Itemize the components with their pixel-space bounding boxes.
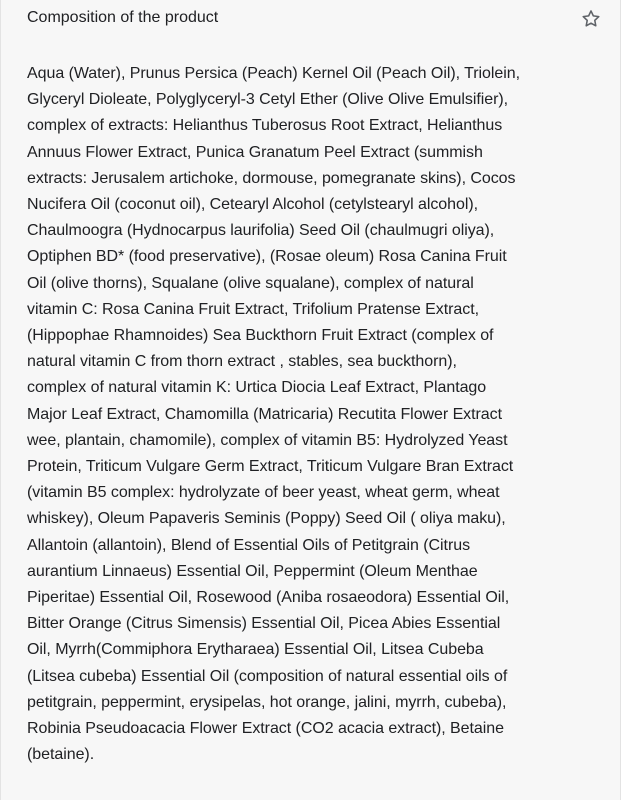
section-title: Composition of the product xyxy=(27,9,219,26)
star-outline-icon[interactable] xyxy=(580,8,602,30)
composition-text: Aqua (Water), Prunus Persica (Peach) Kernel Oil (Peach Oil), Triolein, Glyceryl Dioleate, Polyglyceryl-3 Cetyl Ether (Olive Olive Emulsifier), complex of extracts: Helianthus Tuberosus Root Extract, Helianthus Annuus Flower Extract, Punica Granatum Peel Extract (summish extracts: Jerusalem artichoke, dormouse, pomegranate skins), Cocos Nucifera Oil (coconut oil), Cetearyl Alcohol (cetylstearyl alcohol), Chaulmoogra (Hydnocarpus laurifolia) Seed Oil (chaulmugri oliya), Optiphen BD* (food preservative), (Rosae oleum) Rosa Canina Fruit Oil (olive thorns), Squalane (olive squalane), complex of natural vitamin C: Rosa Canina Fruit Extract, Trifolium Pratense Extract, (Hippophae Rhamnoides) Sea Buckthorn Fruit Extract (complex of natural vitamin C from thorn extract , stables, sea buckthorn), complex of natural vitamin K: Urtica Diocia Leaf Extract, Plantago Major Leaf Extract, Chamomilla (Matricaria) Recutita Flower Extract wee, plantain, chamomile), complex of vitamin B5: Hydrolyzed Yeast Protein, Triticum Vulgare Germ Extract, Triticum Vulgare Bran Extract (vitamin B5 complex: hydrolyzate of beer yeast, wheat germ, wheat whiskey), Oleum Papaveris Seminis (Poppy) Seed Oil ( oliya maku), Allantoin (allantoin), Blend of Essential Oils of Petitgrain (Citrus aurantium Linnaeus) Essential Oil, Peppermint (Oleum Menthae Piperitae) Essential Oil, Rosewood (Aniba rosaeodora) Essential Oil, Bitter Orange (Citrus Simensis) Essential Oil, Picea Abies Essential Oil, Myrrh(Commiphora Erytharaea) Essential Oil, Litsea Cubeba (Litsea cubeba) Essential Oil (composition of natural essential oils of petitgrain, peppermint, erysipelas, hot orange, jalini, myrrh, cubeba), Robinia Pseudoacacia Flower Extract (CO2 acacia extract), Betaine (betaine). xyxy=(27,65,520,764)
